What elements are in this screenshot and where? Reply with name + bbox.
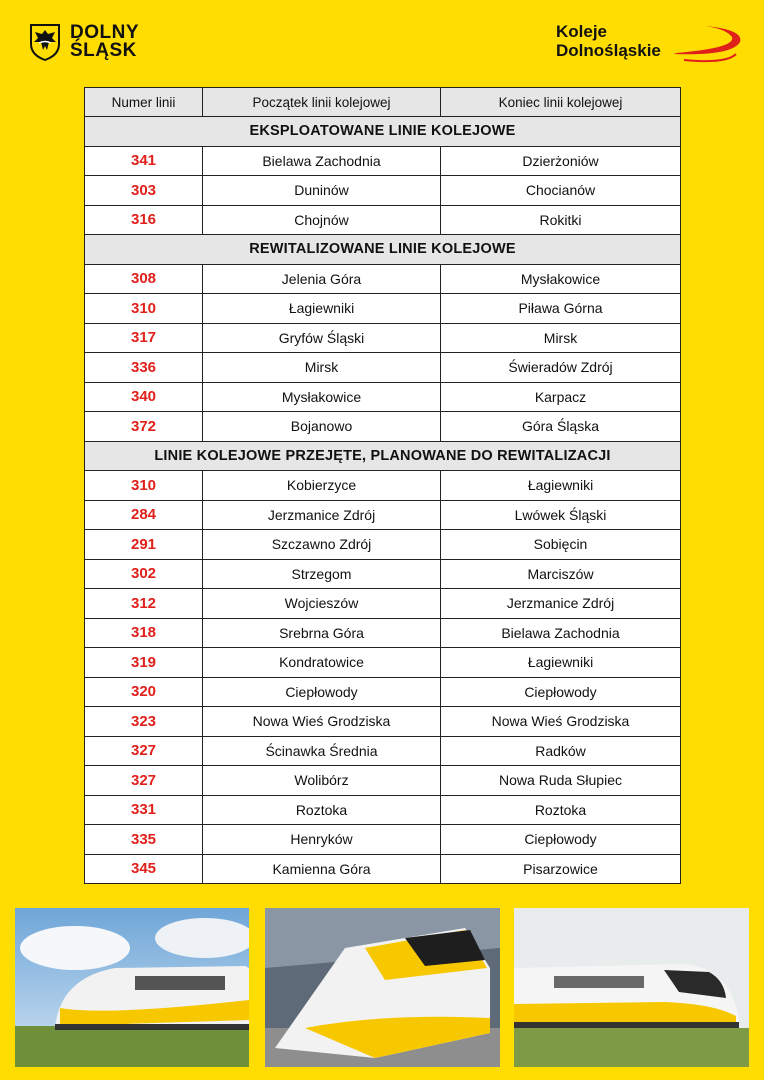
end-station-cell: Mirsk	[441, 323, 681, 353]
table-row	[85, 353, 681, 383]
line-number-cell: 312	[85, 589, 203, 619]
start-station-cell: Kamienna Góra	[203, 854, 441, 884]
end-station-cell: Chocianów	[441, 176, 681, 206]
end-station-cell: Pisarzowice	[441, 854, 681, 884]
start-station-cell: Wolibórz	[203, 766, 441, 796]
end-station-cell: Jerzmanice Zdrój	[441, 589, 681, 619]
logo-line-2: ŚLĄSK	[70, 40, 137, 61]
line-number-cell: 320	[85, 677, 203, 707]
table-body	[85, 117, 681, 884]
section-row	[85, 117, 681, 147]
line-number-cell: 341	[85, 146, 203, 176]
table-row	[85, 707, 681, 737]
header-line-end: Koniec linii kolejowej	[441, 88, 681, 117]
kd-line-1: Koleje	[556, 22, 608, 41]
line-number-cell: 323	[85, 707, 203, 737]
start-station-cell: Szczawno Zdrój	[203, 530, 441, 560]
table-row	[85, 530, 681, 560]
end-station-cell: Karpacz	[441, 382, 681, 412]
start-station-cell: Jerzmanice Zdrój	[203, 500, 441, 530]
start-station-cell: Bojanowo	[203, 412, 441, 442]
table-row	[85, 766, 681, 796]
end-station-cell: Sobięcin	[441, 530, 681, 560]
line-number-cell: 340	[85, 382, 203, 412]
table-row	[85, 648, 681, 678]
train-photo-2	[265, 908, 500, 1067]
end-station-cell: Bielawa Zachodnia	[441, 618, 681, 648]
start-station-cell: Kobierzyce	[203, 471, 441, 501]
end-station-cell: Dzierżoniów	[441, 146, 681, 176]
table-row	[85, 795, 681, 825]
line-number-cell: 317	[85, 323, 203, 353]
end-station-cell: Ciepłowody	[441, 825, 681, 855]
koleje-dolnoslaskie-logo	[556, 20, 746, 64]
end-station-cell: Łagiewniki	[441, 648, 681, 678]
line-number-cell: 316	[85, 205, 203, 235]
start-station-cell: Roztoka	[203, 795, 441, 825]
table-row	[85, 854, 681, 884]
line-number-cell: 284	[85, 500, 203, 530]
start-station-cell: Nowa Wieś Grodziska	[203, 707, 441, 737]
table-row	[85, 471, 681, 501]
end-station-cell: Góra Śląska	[441, 412, 681, 442]
table-row	[85, 825, 681, 855]
table-row	[85, 382, 681, 412]
table-row	[85, 205, 681, 235]
start-station-cell: Bielawa Zachodnia	[203, 146, 441, 176]
table-row	[85, 176, 681, 206]
line-number-cell: 310	[85, 294, 203, 324]
train-photo-3	[514, 908, 749, 1067]
table-row	[85, 736, 681, 766]
end-station-cell: Mysłakowice	[441, 264, 681, 294]
table-row	[85, 618, 681, 648]
line-number-cell: 319	[85, 648, 203, 678]
line-number-cell: 372	[85, 412, 203, 442]
line-number-cell: 308	[85, 264, 203, 294]
header-line-start: Początek linii kolejowej	[203, 88, 441, 117]
line-number-cell: 331	[85, 795, 203, 825]
header-line-number: Numer linii	[85, 88, 203, 117]
railway-lines-table	[84, 87, 681, 884]
table-row	[85, 323, 681, 353]
train-photo-1	[15, 908, 249, 1067]
table-row	[85, 294, 681, 324]
table-row	[85, 677, 681, 707]
start-station-cell: Duninów	[203, 176, 441, 206]
start-station-cell: Łagiewniki	[203, 294, 441, 324]
line-number-cell: 318	[85, 618, 203, 648]
start-station-cell: Ścinawka Średnia	[203, 736, 441, 766]
start-station-cell: Kondratowice	[203, 648, 441, 678]
start-station-cell: Jelenia Góra	[203, 264, 441, 294]
section-title: LINIE KOLEJOWE PRZEJĘTE, PLANOWANE DO REWITALIZACJI	[85, 441, 681, 471]
start-station-cell: Gryfów Śląski	[203, 323, 441, 353]
start-station-cell: Henryków	[203, 825, 441, 855]
section-row	[85, 235, 681, 265]
end-station-cell: Nowa Ruda Słupiec	[441, 766, 681, 796]
start-station-cell: Srebrna Góra	[203, 618, 441, 648]
table-row	[85, 146, 681, 176]
coat-of-arms-icon	[28, 22, 62, 62]
line-number-cell: 310	[85, 471, 203, 501]
table-row	[85, 412, 681, 442]
line-number-cell: 327	[85, 736, 203, 766]
section-title: REWITALIZOWANE LINIE KOLEJOWE	[85, 235, 681, 265]
end-station-cell: Rokitki	[441, 205, 681, 235]
table-header-row	[85, 88, 681, 117]
end-station-cell: Lwówek Śląski	[441, 500, 681, 530]
end-station-cell: Ciepłowody	[441, 677, 681, 707]
start-station-cell: Mirsk	[203, 353, 441, 383]
end-station-cell: Roztoka	[441, 795, 681, 825]
line-number-cell: 345	[85, 854, 203, 884]
end-station-cell: Marciszów	[441, 559, 681, 589]
start-station-cell: Ciepłowody	[203, 677, 441, 707]
section-title: EKSPLOATOWANE LINIE KOLEJOWE	[85, 117, 681, 147]
start-station-cell: Wojcieszów	[203, 589, 441, 619]
end-station-cell: Łagiewniki	[441, 471, 681, 501]
start-station-cell: Chojnów	[203, 205, 441, 235]
line-number-cell: 327	[85, 766, 203, 796]
section-row	[85, 441, 681, 471]
end-station-cell: Nowa Wieś Grodziska	[441, 707, 681, 737]
end-station-cell: Radków	[441, 736, 681, 766]
end-station-cell: Piława Górna	[441, 294, 681, 324]
line-number-cell: 303	[85, 176, 203, 206]
start-station-cell: Strzegom	[203, 559, 441, 589]
start-station-cell: Mysłakowice	[203, 382, 441, 412]
line-number-cell: 336	[85, 353, 203, 383]
table-row	[85, 589, 681, 619]
table-row	[85, 500, 681, 530]
logo-line-1: DOLNY	[70, 22, 139, 43]
dolny-slask-logo	[28, 22, 139, 62]
kd-line-2: Dolnośląskie	[556, 41, 661, 60]
line-number-cell: 302	[85, 559, 203, 589]
table-row	[85, 559, 681, 589]
end-station-cell: Świeradów Zdrój	[441, 353, 681, 383]
line-number-cell: 335	[85, 825, 203, 855]
line-number-cell: 291	[85, 530, 203, 560]
table-row	[85, 264, 681, 294]
